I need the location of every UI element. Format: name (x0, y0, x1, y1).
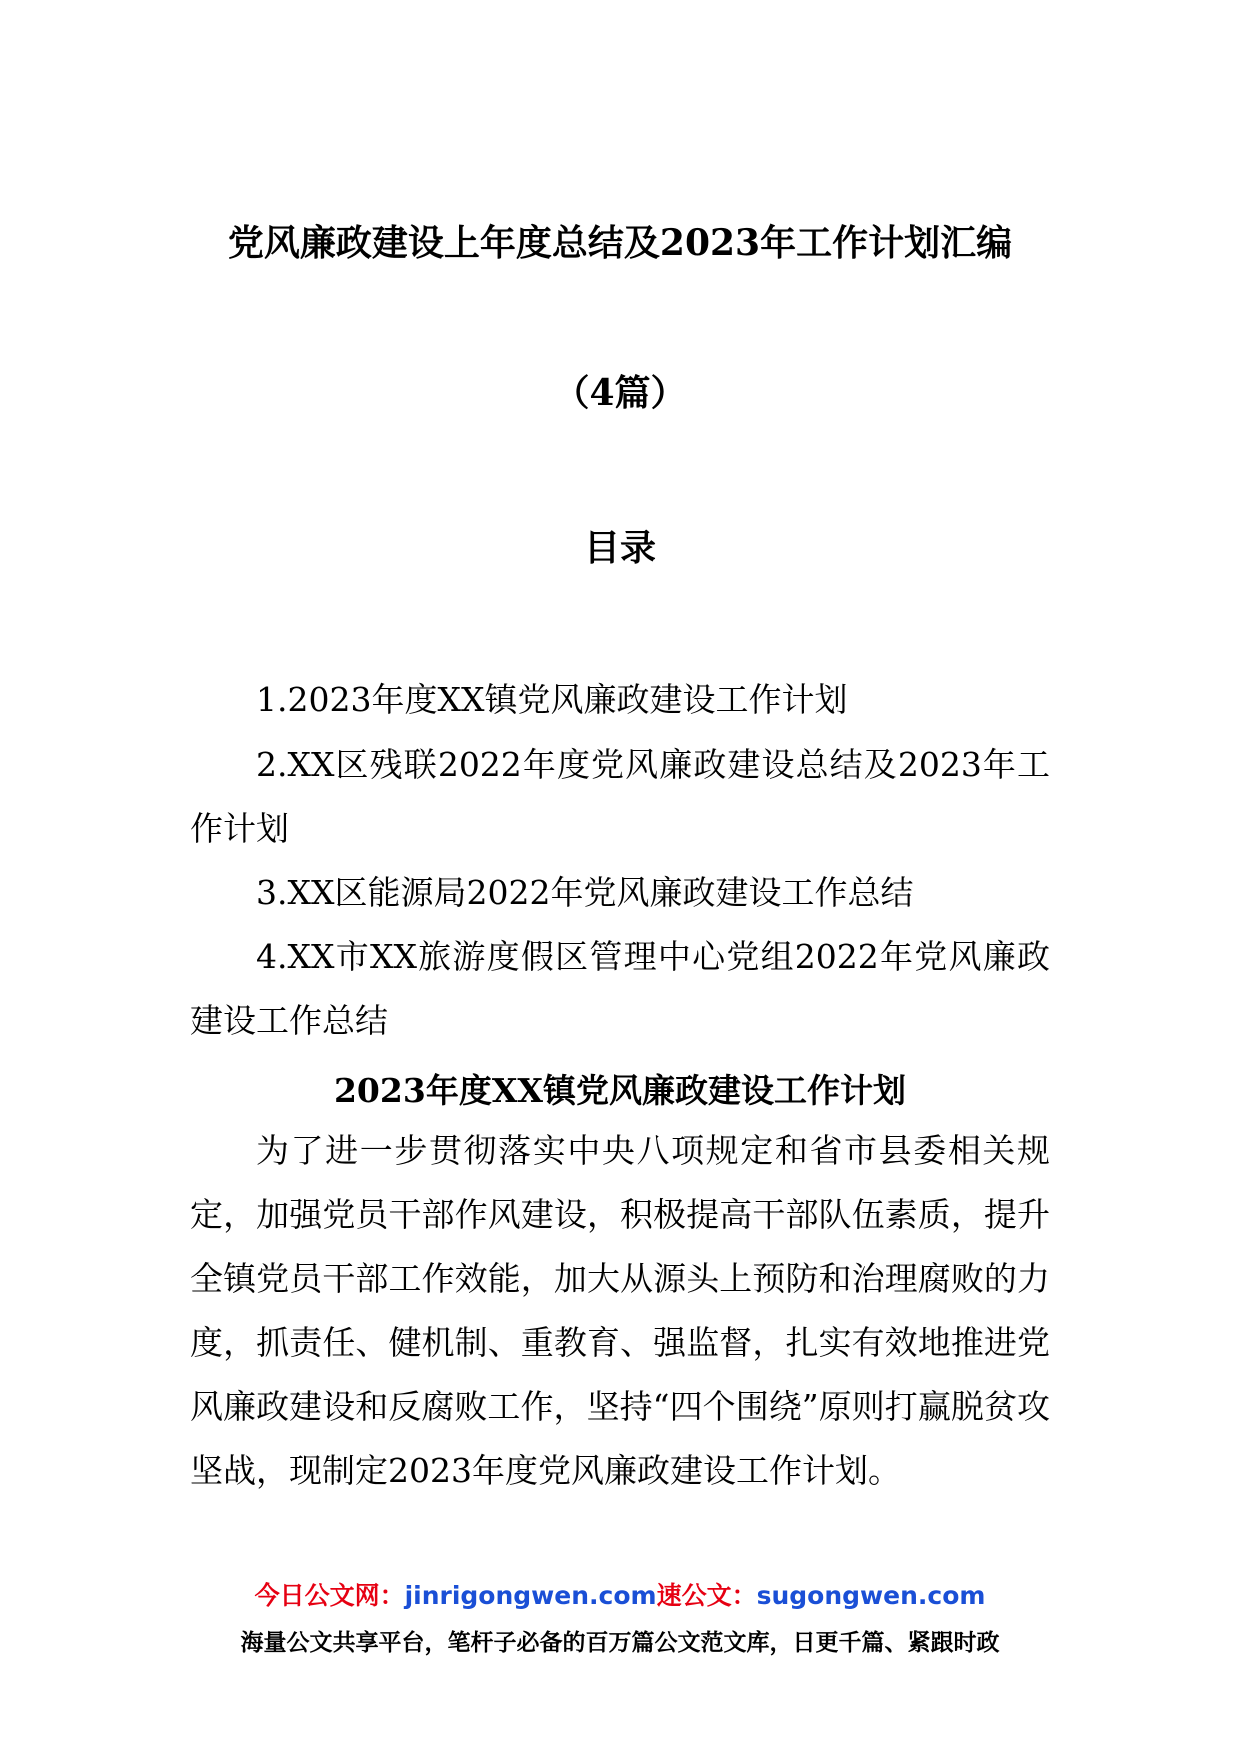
toc-item: 2.XX区残联2022年度党风廉政建设总结及2023年工作计划 (190, 745, 1050, 848)
document-count: （4篇） (553, 372, 687, 414)
toc-item: 3.XX区能源局2022年党风廉政建设工作总结 (256, 873, 914, 912)
footer-links (0, 1576, 1240, 1612)
section-title: 2023年度XX镇党风廉政建设工作计划 (333, 1071, 907, 1110)
footer-site1-label: 今日公文网： (254, 1581, 405, 1610)
document-title: 党风廉政建设上年度总结及2023年工作计划汇编 (227, 222, 1013, 264)
toc-item: 4.XX市XX旅游度假区管理中心党组2022年党风廉政建设工作总结 (190, 937, 1050, 1040)
footer-slogan: 海量公文共享平台，笔杆子必备的百万篇公文范文库，日更千篇、紧跟时政 (240, 1630, 1000, 1656)
footer-site2-label: 速公文： (656, 1581, 757, 1610)
toc-heading: 目录 (583, 527, 656, 569)
footer-site1-link[interactable]: jinrigongwen.com (404, 1581, 657, 1610)
body-paragraph: 为了进一步贯彻落实中央八项规定和省市县委相关规定，加强党员干部作风建设，积极提高干部队伍素质，提升全镇党员干部工作效能，加大从源头上预防和治理腐败的力度，抓责任、健机制、重教育、强监督，扎实有效地推进党风廉政建设和反腐败工作，坚持“四个围绕”原则打赢脱贫攻坚战，现制定2023年度党风廉政建设工作计划。 (190, 1131, 1050, 1490)
toc-item: 1.2023年度XX镇党风廉政建设工作计划 (256, 680, 848, 719)
footer-site2-link[interactable]: sugongwen.com (756, 1581, 986, 1610)
